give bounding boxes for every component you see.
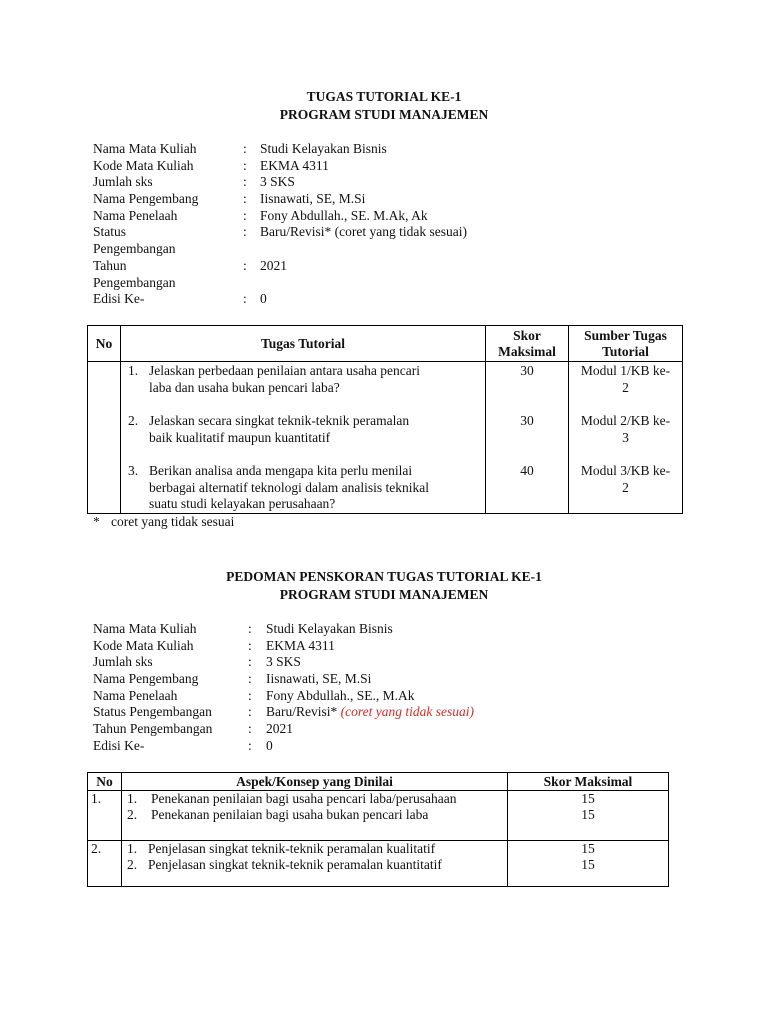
header-max-score: Skor Maksimal [486,326,569,362]
task-item-1: 1. Jelaskan perbedaan penilaian antara usaha pencari laba dan usaha bukan pencari laba? [128,363,420,395]
section1-title-line1: TUGAS TUTORIAL KE-1 [306,89,462,104]
task-source-3: Modul 3/KB ke- 2 [580,463,671,495]
section2-title-line1: PEDOMAN PENSKORAN TUGAS TUTORIAL KE-1 [226,569,542,584]
status-note: (coret yang tidak sesuai) [340,704,474,720]
section2-title-line2: PROGRAM STUDI MANAJEMEN [279,587,489,602]
header-task-source: Sumber Tugas Tutorial [569,326,683,362]
header2-no: No [88,773,122,791]
scoring-row-2-aspects: 1. Penjelasan singkat teknik-teknik peramalan kualitatif 2. Penjelasan singkat teknik-teknik peramalan kuantitatif [122,841,508,887]
footnote: * coret yang tidak sesuai [93,514,235,529]
task-score-3: 40 [520,463,534,478]
scoring-row-1-aspects: 1. Penekanan penilaian bagi usaha pencari laba/perusahaan 2. Penekanan penilaian bagi usaha bukan pencari laba [122,791,508,841]
task-item-3: 3. Berikan analisa anda mengapa kita perlu menilai berbagai alternatif teknologi dalam analisis teknikal suatu studi kelayakan perusahaan? [128,463,430,511]
section1-title-line2: PROGRAM STUDI MANAJEMEN [279,107,489,122]
task-table-header [88,326,683,362]
scoring-row-1-scores: 15 15 [508,791,669,841]
scoring-guide-table [87,772,669,887]
header-no: No [88,326,121,362]
scoring-row-1 [88,791,669,841]
header2-aspect: Aspek/Konsep yang Dinilai [122,773,508,791]
scoring-table-header [88,773,669,791]
task-no-cell [88,362,121,514]
task-source-cell [569,362,683,514]
task-source-1: Modul 1/KB ke- 2 [580,363,671,395]
scoring-row-1-no: 1. [88,791,122,841]
task-list-cell [121,362,486,514]
task-item-2: 2. Jelaskan secara singkat teknik-teknik peramalan baik kualitatif maupun kuantitatif [128,413,410,445]
header-task: Tugas Tutorial [121,326,486,362]
scoring-row-2-scores: 15 15 [508,841,669,887]
scoring-row-2-no: 2. [88,841,122,887]
header2-max-score: Skor Maksimal [508,773,669,791]
task-table-body [88,362,683,514]
task-score-1: 30 [520,363,534,378]
task-source-2: Modul 2/KB ke- 3 [580,413,671,445]
task-score-cell [486,362,569,514]
scoring-row-2 [88,841,669,887]
task-score-2: 30 [520,413,534,428]
tutorial-task-table [87,325,683,514]
